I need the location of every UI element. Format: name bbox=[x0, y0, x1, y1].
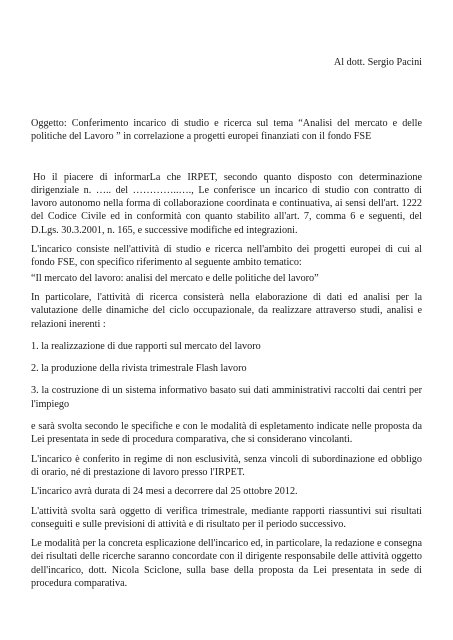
paragraph-scope: L'incarico consiste nell'attività di studio e ricerca nell'ambito dei progetti europei di cui al fondo FSE, con specifico riferimento al seguente ambito tematico: bbox=[31, 244, 422, 269]
paragraph-non-exclusivity: L'incarico è conferito in regime di non esclusività, senza vincoli di subordinazione ed obbligo di orario, né di prestazione di lavoro presso l'IRPET. bbox=[31, 453, 422, 478]
paragraph-delivery: Le modalità per la concreta esplicazione dell'incarico ed, in particolare, la redazione e consegna dei risultati delle ricerche saranno concordate con il dirigente responsabile delle attività oggetto dell'incarico, dott. Nicola Sciclone, sulla base della proposta da Lei presentata in sede di procedura comparativa. bbox=[31, 538, 422, 590]
letter-body bbox=[31, 117, 422, 590]
paragraph-modalities: e sarà svolta secondo le specifiche e con le modalità di espletamento indicate nelle proposta da Lei presentata in sede di procedura comparativa, che si considerano vincolanti. bbox=[31, 421, 422, 446]
list-item-reports: 1. la realizzazione di due rapporti sul mercato del lavoro bbox=[31, 340, 261, 352]
subject-paragraph: Oggetto: Conferimento incarico di studio e ricerca sul tema “Analisi del mercato e delle politiche del Lavoro ” in correlazione a progetti europei finanziati con il fondo FSE bbox=[31, 118, 422, 143]
list-item-magazine: 2. la produzione della rivista trimestrale Flash lavoro bbox=[31, 363, 247, 375]
paragraph-verification: L'attività svolta sarà oggetto di verifica trimestrale, mediante rapporti riassuntivi sui risultati conseguiti e sulle previsioni di attività e di risultato per il periodo successivo. bbox=[31, 505, 422, 530]
addressee-line: Al dott. Sergio Pacini bbox=[333, 57, 422, 68]
paragraph-topic: “Il mercato del lavoro: analisi del mercato e delle politiche del lavoro” bbox=[31, 272, 319, 284]
list-item-information-system: 3. la costruzione di un sistema informativo basato sui dati amministrativi raccolti dai centri per l'impiego bbox=[31, 385, 422, 410]
paragraph-duration: L'incarico avrà durata di 24 mesi a decorrere dal 25 ottobre 2012. bbox=[31, 486, 298, 498]
paragraph-assignment: Ho il piacere di informarLa che IRPET, secondo quanto disposto con determinazione dirigenziale n. ….. del …………..…., Le conferisce un incarico di studio con contratto di lavoro autonomo nella forma di collaborazione coordinata e continuativa, ai sensi dell'art. 1222 del Codice Civile ed in conformità con quanto stabilito all'art. 7, comma 6 e seguenti, del D.Lgs. 30.3.2001, n. 165, e successive modifiche ed integrazioni. bbox=[31, 171, 422, 236]
paragraph-research-details: In particolare, l'attività di ricerca consisterà nella elaborazione di dati ed analisi per la valutazione delle dinamiche del ciclo occupazionale, da realizzare attraverso studi, analisi e relazioni inerenti : bbox=[31, 291, 422, 330]
